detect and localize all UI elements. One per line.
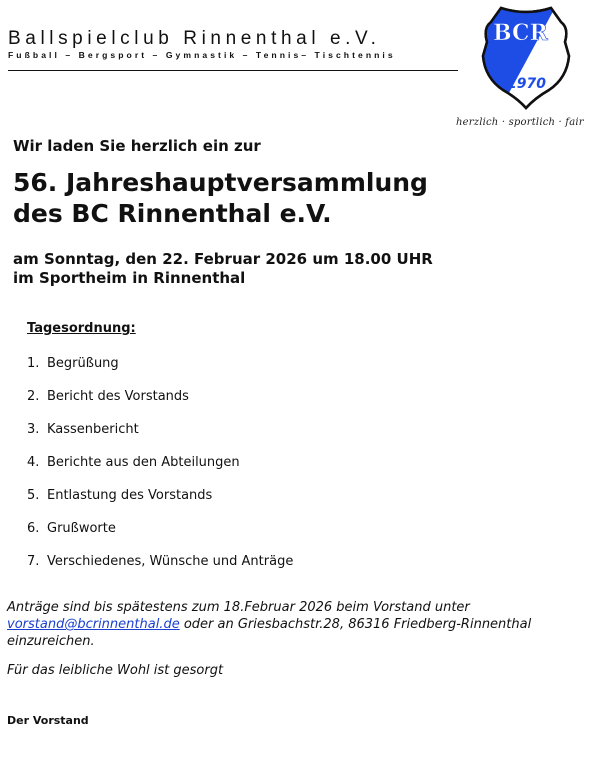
- agenda-item: [27, 554, 293, 587]
- agenda-item: [27, 356, 293, 389]
- club-name: Ballspielclub Rinnenthal e.V.: [8, 28, 381, 49]
- agenda-item-number: 5.: [27, 488, 40, 503]
- agenda-item: [27, 455, 293, 488]
- agenda-item: [27, 488, 293, 521]
- agenda-item-number: 1.: [27, 356, 40, 371]
- email-link[interactable]: vorstand@bcrinnenthal.de: [7, 617, 180, 632]
- event-location: im Sportheim in Rinnenthal: [13, 269, 246, 287]
- svg-text:1970: 1970: [507, 76, 546, 92]
- agenda-item-label: Begrüßung: [47, 356, 119, 371]
- page-title: [13, 167, 428, 229]
- agenda-heading: Tagesordnung:: [27, 321, 136, 336]
- agenda-item-label: Grußworte: [47, 521, 116, 536]
- note-text-2: oder an Griesbachstr.28, 86316 Friedberg-Rinnenthal einzureichen.: [7, 617, 532, 649]
- invitation-intro: Wir laden Sie herzlich ein zur: [13, 137, 261, 155]
- submission-note: [7, 599, 597, 650]
- catering-note: Für das leibliche Wohl ist gesorgt: [7, 663, 224, 678]
- agenda-item-label: Entlastung des Vorstands: [47, 488, 213, 503]
- svg-text:BCR: BCR: [493, 20, 548, 46]
- agenda-item-number: 6.: [27, 521, 40, 536]
- agenda-item-number: 4.: [27, 455, 40, 470]
- title-line-2: des BC Rinnenthal e.V.: [13, 199, 332, 228]
- event-date: am Sonntag, den 22. Februar 2026 um 18.00 UHR: [13, 250, 433, 268]
- agenda-list: [27, 356, 293, 587]
- agenda-item-number: 7.: [27, 554, 40, 569]
- signature: Der Vorstand: [7, 714, 89, 727]
- club-departments: Fußball – Bergsport – Gymnastik – Tennis– Tischtennis: [8, 50, 396, 60]
- club-logo-shield-icon: [473, 4, 579, 110]
- agenda-item: [27, 389, 293, 422]
- event-date-location: [13, 250, 433, 288]
- header-divider: [8, 70, 458, 71]
- agenda-item-label: Verschiedenes, Wünsche und Anträge: [47, 554, 294, 569]
- agenda-item: [27, 521, 293, 554]
- agenda-item: [27, 422, 293, 455]
- agenda-item-label: Berichte aus den Abteilungen: [47, 455, 240, 470]
- agenda-item-label: Bericht des Vorstands: [47, 389, 189, 404]
- agenda-item-label: Kassenbericht: [47, 422, 139, 437]
- club-motto: herzlich · sportlich · fair: [456, 117, 584, 128]
- agenda-item-number: 2.: [27, 389, 40, 404]
- title-line-1: 56. Jahreshauptversammlung: [13, 168, 428, 197]
- agenda-item-number: 3.: [27, 422, 40, 437]
- note-text-1: Anträge sind bis spätestens zum 18.Februar 2026 beim Vorstand unter: [7, 600, 470, 615]
